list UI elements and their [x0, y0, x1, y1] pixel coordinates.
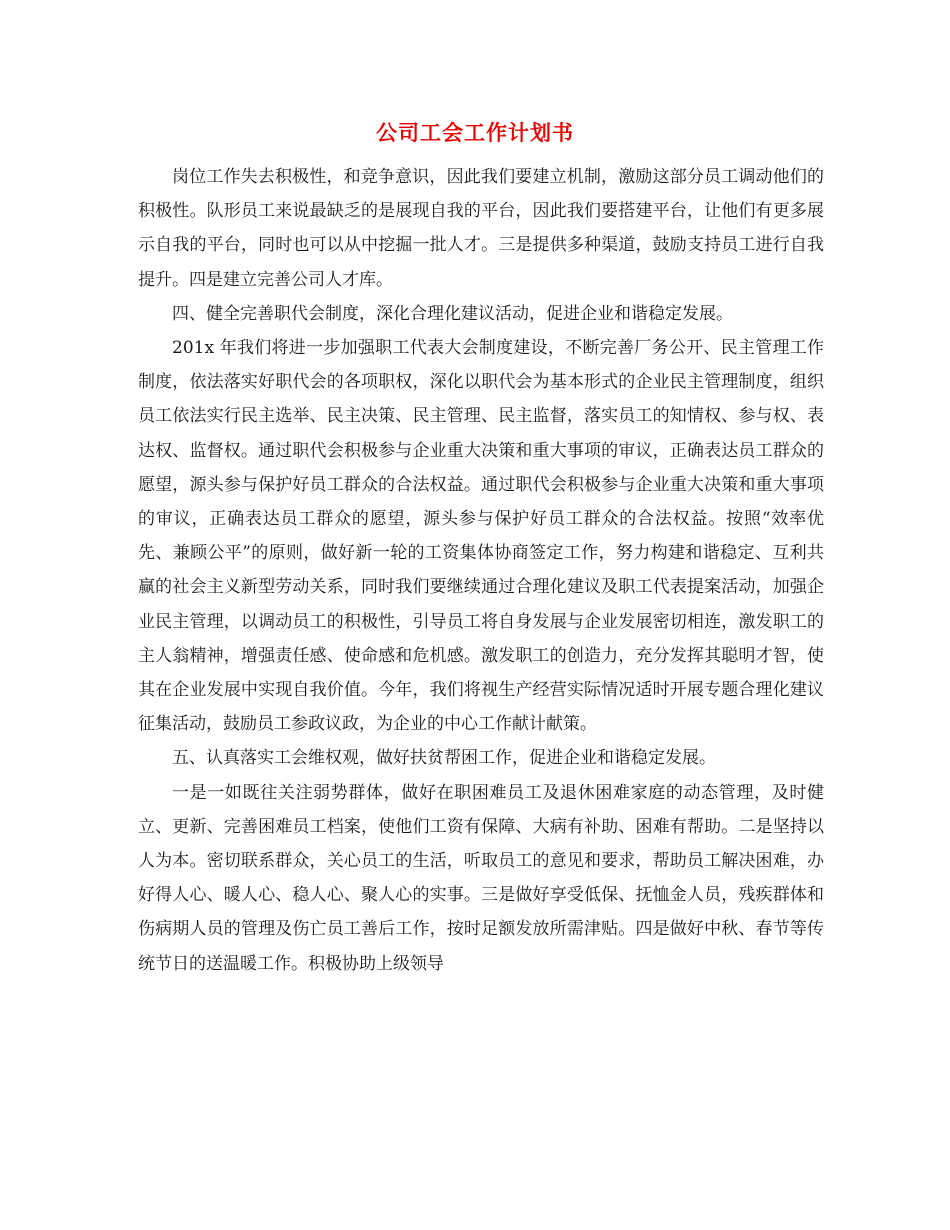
paragraph-1: 岗位工作失去积极性，和竞争意识，因此我们要建立机制，激励这部分员工调动他们的积极性。队形员工来说最缺乏的是展现自我的平台，因此我们要搭建平台，让他们有更多展示自我的平台，同时也可以从中挖掘一批人才。三是提供多种渠道，鼓励支持员工进行自我提升。四是建立完善公司人才库。: [138, 167, 824, 290]
document-title: 公司工会工作计划书: [376, 120, 574, 145]
document-body: [138, 160, 824, 981]
paragraph-5: 一是一如既往关注弱势群体，做好在职困难员工及退休困难家庭的动态管理，及时健立、更新、完善困难员工档案，使他们工资有保障、大病有补助、困难有帮助。二是坚持以人为本。密切联系群众，关心员工的生活，听取员工的意见和要求，帮助员工解决困难，办好得人心、暖人心、稳人心、聚人心的实事。三是做好享受低保、抚恤金人员，残疾群体和伤病期人员的管理及伤亡员工善后工作，按时足额发放所需津贴。四是做好中秋、春节等传统节日的送温暖工作。积极协助上级领导: [138, 782, 824, 974]
paragraph-2-heading: 四、健全完善职代会制度，深化合理化建议活动，促进企业和谐稳定发展。: [172, 303, 733, 324]
paragraph-3: 201x 年我们将进一步加强职工代表大会制度建设，不断完善厂务公开、民主管理工作制度，依法落实好职代会的各项职权，深化以职代会为基本形式的企业民主管理制度，组织员工依法实行民主选举、民主决策、民主管理、民主监督，落实员工的知情权、参与权、表达权、监督权。通过职代会积极参与企业重大决策和重大事项的审议，正确表达员工群众的愿望，源头参与保护好员工群众的合法权益。通过职代会积极参与企业重大决策和重大事项的审议，正确表达员工群众的愿望，源头参与保护好员工群众的合法权益。按照“效率优先、兼顾公平”的原则，做好新一轮的工资集体协商签定工作，努力构建和谐稳定、互利共赢的社会主义新型劳动关系，同时我们要继续通过合理化建议及职工代表提案活动，加强企业民主管理，以调动员工的积极性，引导员工将自身发展与企业发展密切相连，激发职工的主人翁精神，增强责任感、使命感和危机感。激发职工的创造力，充分发挥其聪明才智，使其在企业发展中实现自我价值。今年，我们将视生产经营实际情况适时开展专题合理化建议征集活动，鼓励员工参政议政，为企业的中心工作献计献策。: [138, 338, 824, 735]
paragraph-4-heading: 五、认真落实工会维权观，做好扶贫帮困工作，促进企业和谐稳定发展。: [172, 748, 716, 769]
